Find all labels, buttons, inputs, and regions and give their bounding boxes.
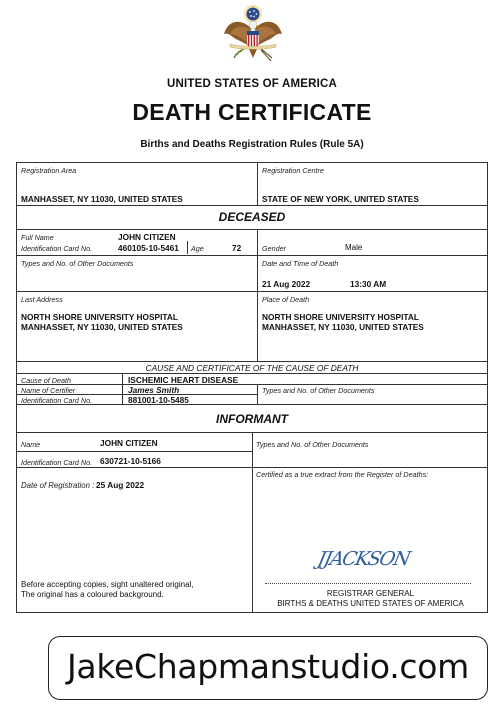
registration-date-label: Date of Registration : [21,481,95,490]
registrar-office: BIRTHS & DEATHS UNITED STATES OF AMERICA [277,599,464,608]
age-value: 72 [232,243,242,253]
death-time-value: 13:30 AM [350,279,387,289]
eagle-seal-icon [218,4,288,70]
deceased-id-label: Identification Card No. [21,244,93,253]
place-of-death-line2: MANHASSET, NY 11030, UNITED STATES [262,322,424,332]
informant-section-title: INFORMANT [216,412,288,426]
age-label: Age [191,244,204,253]
last-address-line2: MANHASSET, NY 11030, UNITED STATES [21,322,183,332]
gender-label: Gender [262,244,286,253]
death-datetime-label: Date and Time of Death [262,259,339,268]
certified-extract-label: Certified as a true extract from the Register of Deaths: [256,470,429,479]
deceased-other-docs-label: Types and No. of Other Documents [21,259,134,268]
watermark-banner: JakeChapmanstudio.com [48,636,488,700]
registrar-title: REGISTRAR GENERAL [326,589,415,598]
informant-id-value: 630721-10-5166 [100,456,161,466]
death-date-value: 21 Aug 2022 [262,279,311,289]
full-name-value: JOHN CITIZEN [118,232,176,242]
certifier-value: James Smith [128,385,180,395]
deceased-section-title: DECEASED [218,210,286,224]
certifier-id-label: Identification Card No. [21,396,93,405]
gender-value: Male [345,243,363,252]
country-name: UNITED STATES OF AMERICA [166,78,338,90]
cause-section-title: CAUSE AND CERTIFICATE OF THE CAUSE OF DEATH [145,363,359,373]
cause-other-docs-label: Types and No. of Other Documents [262,386,375,395]
registration-area-value: MANHASSET, NY 11030, UNITED STATES [21,194,183,204]
informant-other-docs-label: Types and No. of Other Documents [256,440,369,449]
place-of-death-line1: NORTH SHORE UNIVERSITY HOSPITAL [262,312,419,322]
full-name-label: Full Name [21,233,54,242]
certifier-label: Name of Certifier [21,386,76,395]
cause-value: ISCHEMIC HEART DISEASE [128,375,239,385]
registration-centre-value: STATE OF NEW YORK, UNITED STATES [262,194,419,204]
informant-id-label: Identification Card No. [21,458,93,467]
place-of-death-label: Place of Death [262,295,310,304]
registration-centre-label: Registration Centre [262,166,324,175]
registrar-signature: JJACKSON [315,548,412,570]
document-subtitle: Births and Deaths Registration Rules (Rule 5A) [140,139,364,150]
last-address-line1: NORTH SHORE UNIVERSITY HOSPITAL [21,312,178,322]
copy-note-line1: Before accepting copies, sight unaltered original, [21,580,194,589]
certifier-id-value: 881001-10-5485 [128,395,189,405]
copy-note-line2: The original has a coloured background. [21,590,164,599]
last-address-label: Last Address [21,295,63,304]
registration-area-label: Registration Area [21,166,77,175]
cause-label: Cause of Death [21,376,71,385]
document-title: DEATH CERTIFICATE [132,99,372,125]
deceased-id-value: 460105-10-5461 [118,243,179,253]
informant-name-value: JOHN CITIZEN [100,438,158,448]
registration-date-value: 25 Aug 2022 [96,480,145,490]
informant-name-label: Name [21,440,41,449]
